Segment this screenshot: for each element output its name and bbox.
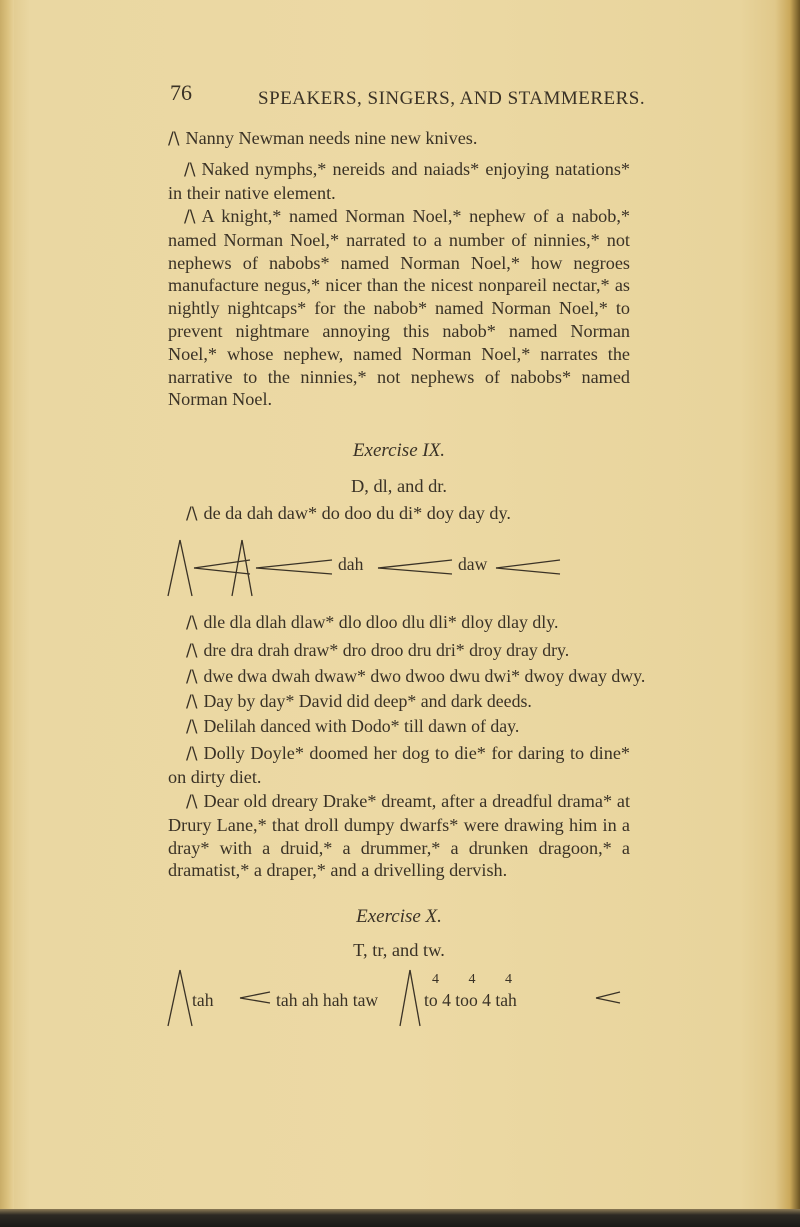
exercise-10-middle-text: tah ah hah taw bbox=[276, 990, 379, 1010]
caret-mark-icon: /\ bbox=[184, 160, 196, 180]
exercise-9-line: /\ Day by day* David did deep* and dark deeds. bbox=[186, 691, 532, 712]
caret-mark-icon: /\ bbox=[184, 207, 196, 227]
caret-mark-icon: /\ bbox=[168, 129, 180, 149]
paragraph-1: /\ Nanny Newman needs nine new knives. bbox=[168, 128, 478, 149]
page-bottom-edge bbox=[0, 1209, 800, 1227]
exercise-9-paragraph-1: /\ Dolly Doyle* doomed her dog to die* for daring to dine* on dirty diet. bbox=[168, 743, 630, 787]
caret-mark-icon: /\ bbox=[186, 504, 198, 524]
paragraph-3: /\ A knight,* named Norman Noel,* nephew of a nabob,* named Norman Noel,* narrated to a number of ninnies,* not nephews of nabobs* named Norman Noel,* how negroes manufacture negus,* nicer than the nicest nonpareil nectar,* as nightly nightcaps* for the nabob* named Norman Noel,* to prevent nightmare annoying this nabob* named Norman Noel,* whose nephew, named Norman Noel,* narrates the narrative to the ninnies,* not nephews of nabobs* named Norman Noel. bbox=[168, 206, 630, 410]
diagram-label-daw: daw bbox=[458, 554, 488, 574]
exercise-9-line: /\ Delilah danced with Dodo* till dawn of day. bbox=[186, 716, 520, 737]
exercise-10-title: Exercise X. bbox=[356, 906, 442, 927]
caret-mark-icon: /\ bbox=[186, 641, 198, 661]
exercise-9-diagram bbox=[168, 538, 628, 603]
page-binding-edge bbox=[0, 0, 14, 1227]
exercise-9-line: /\ dre dra drah draw* dro droo dru dri* droy dray dry. bbox=[186, 640, 570, 661]
exercise-10-diagram bbox=[168, 968, 628, 1033]
exercise-10-left-text: tah bbox=[192, 990, 214, 1010]
breath-wedge-diagram bbox=[168, 538, 628, 598]
caret-mark-icon: /\ bbox=[186, 667, 198, 687]
exercise-9-line-1: /\ de da dah daw* do doo du di* doy day dy. bbox=[186, 503, 511, 524]
exercise-9-paragraph-2: /\ Dear old dreary Drake* dreamt, after a dreadful drama* at Drury Lane,* that droll dumpy dwarfs* were drawing him in a dray* with a druid,* a drummer,* a drunken dragoon,* a dramatist,* a draper,* and a drivelling dervish. bbox=[168, 791, 630, 881]
exercise-9-subtitle: D, dl, and dr. bbox=[350, 476, 448, 496]
diagram-label-dah: dah bbox=[338, 554, 364, 574]
exercise-10-right-text: to 4 too 4 tah bbox=[424, 990, 517, 1010]
exercise-9-line: /\ dwe dwa dwah dwaw* dwo dwoo dwu dwi* dwoy dway dwy. bbox=[186, 666, 646, 687]
exercise-9-title: Exercise IX. bbox=[352, 440, 446, 461]
running-head: SPEAKERS, SINGERS, AND STAMMERERS. bbox=[258, 88, 646, 109]
caret-mark-icon: /\ bbox=[186, 744, 198, 764]
page-number: 76 bbox=[170, 80, 192, 105]
breath-wedge-diagram bbox=[168, 968, 628, 1028]
page-header bbox=[170, 80, 690, 110]
caret-mark-icon: /\ bbox=[186, 717, 198, 737]
exercise-10-subtitle: T, tr, and tw. bbox=[353, 940, 445, 960]
caret-mark-icon: /\ bbox=[186, 613, 198, 633]
caret-mark-icon: /\ bbox=[186, 792, 198, 812]
paragraph-2: /\ Naked nymphs,* nereids and naiads* enjoying natations* in their native element. bbox=[168, 159, 630, 203]
exercise-10-superscript: 4 4 4 bbox=[432, 972, 525, 987]
exercise-9-line: /\ dle dla dlah dlaw* dlo dloo dlu dli* dloy dlay dly. bbox=[186, 612, 559, 633]
caret-mark-icon: /\ bbox=[186, 692, 198, 712]
